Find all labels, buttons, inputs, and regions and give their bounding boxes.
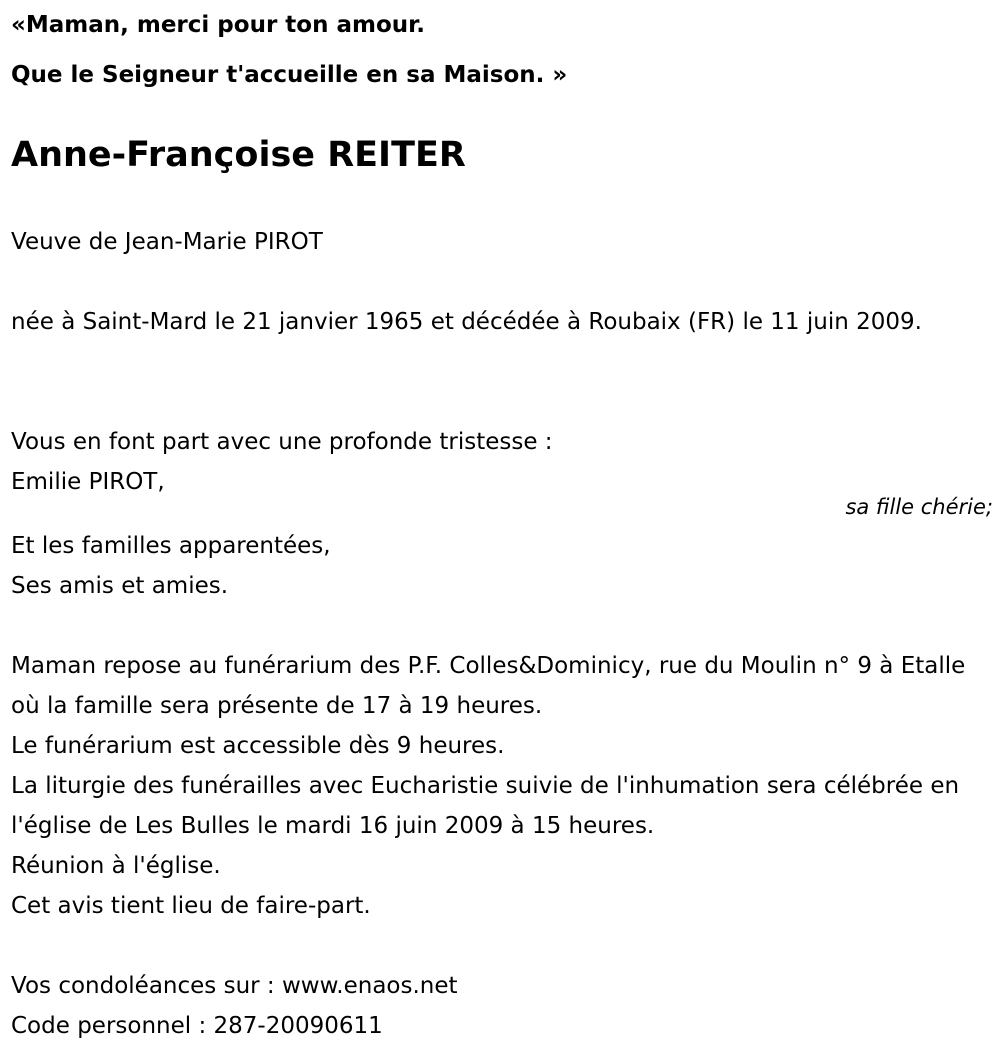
deceased-name: Anne-Françoise REITER xyxy=(11,135,466,175)
liturgy-details: La liturgie des funérailles avec Eucharistie suivie de l'inhumation sera célébrée en l'église de Les Bulles le mardi 16 juin 2009 à 15 heures. xyxy=(11,773,960,839)
condolences-website: Vos condoléances sur : www.enaos.net xyxy=(11,973,458,999)
personal-code: Code personnel : 287-20090611 xyxy=(11,1013,383,1039)
repose-details: Maman repose au funérarium des P.F. Colles&Dominicy, rue du Moulin n° 9 à Etalle où la famille sera présente de 17 à 19 heures. xyxy=(11,653,966,719)
notice-line: Cet avis tient lieu de faire-part. xyxy=(11,893,371,919)
families-line: Et les familles apparentées, xyxy=(11,533,331,559)
widow-of: Veuve de Jean-Marie PIROT xyxy=(11,229,323,255)
announcement-intro: Vous en font part avec une profonde tristesse : xyxy=(11,429,553,455)
mourner-relation: sa fille chérie; xyxy=(845,495,993,519)
birth-death-details: née à Saint-Mard le 21 janvier 1965 et décédée à Roubaix (FR) le 11 juin 2009. xyxy=(11,309,922,335)
funerarium-access: Le funérarium est accessible dès 9 heures. xyxy=(11,733,505,759)
friends-line: Ses amis et amies. xyxy=(11,573,229,599)
quote-line-1: «Maman, merci pour ton amour. xyxy=(11,12,425,38)
meeting-line: Réunion à l'église. xyxy=(11,853,221,879)
quote-line-2: Que le Seigneur t'accueille en sa Maison. » xyxy=(11,62,568,88)
mourner-name: Emilie PIROT, xyxy=(11,469,165,495)
